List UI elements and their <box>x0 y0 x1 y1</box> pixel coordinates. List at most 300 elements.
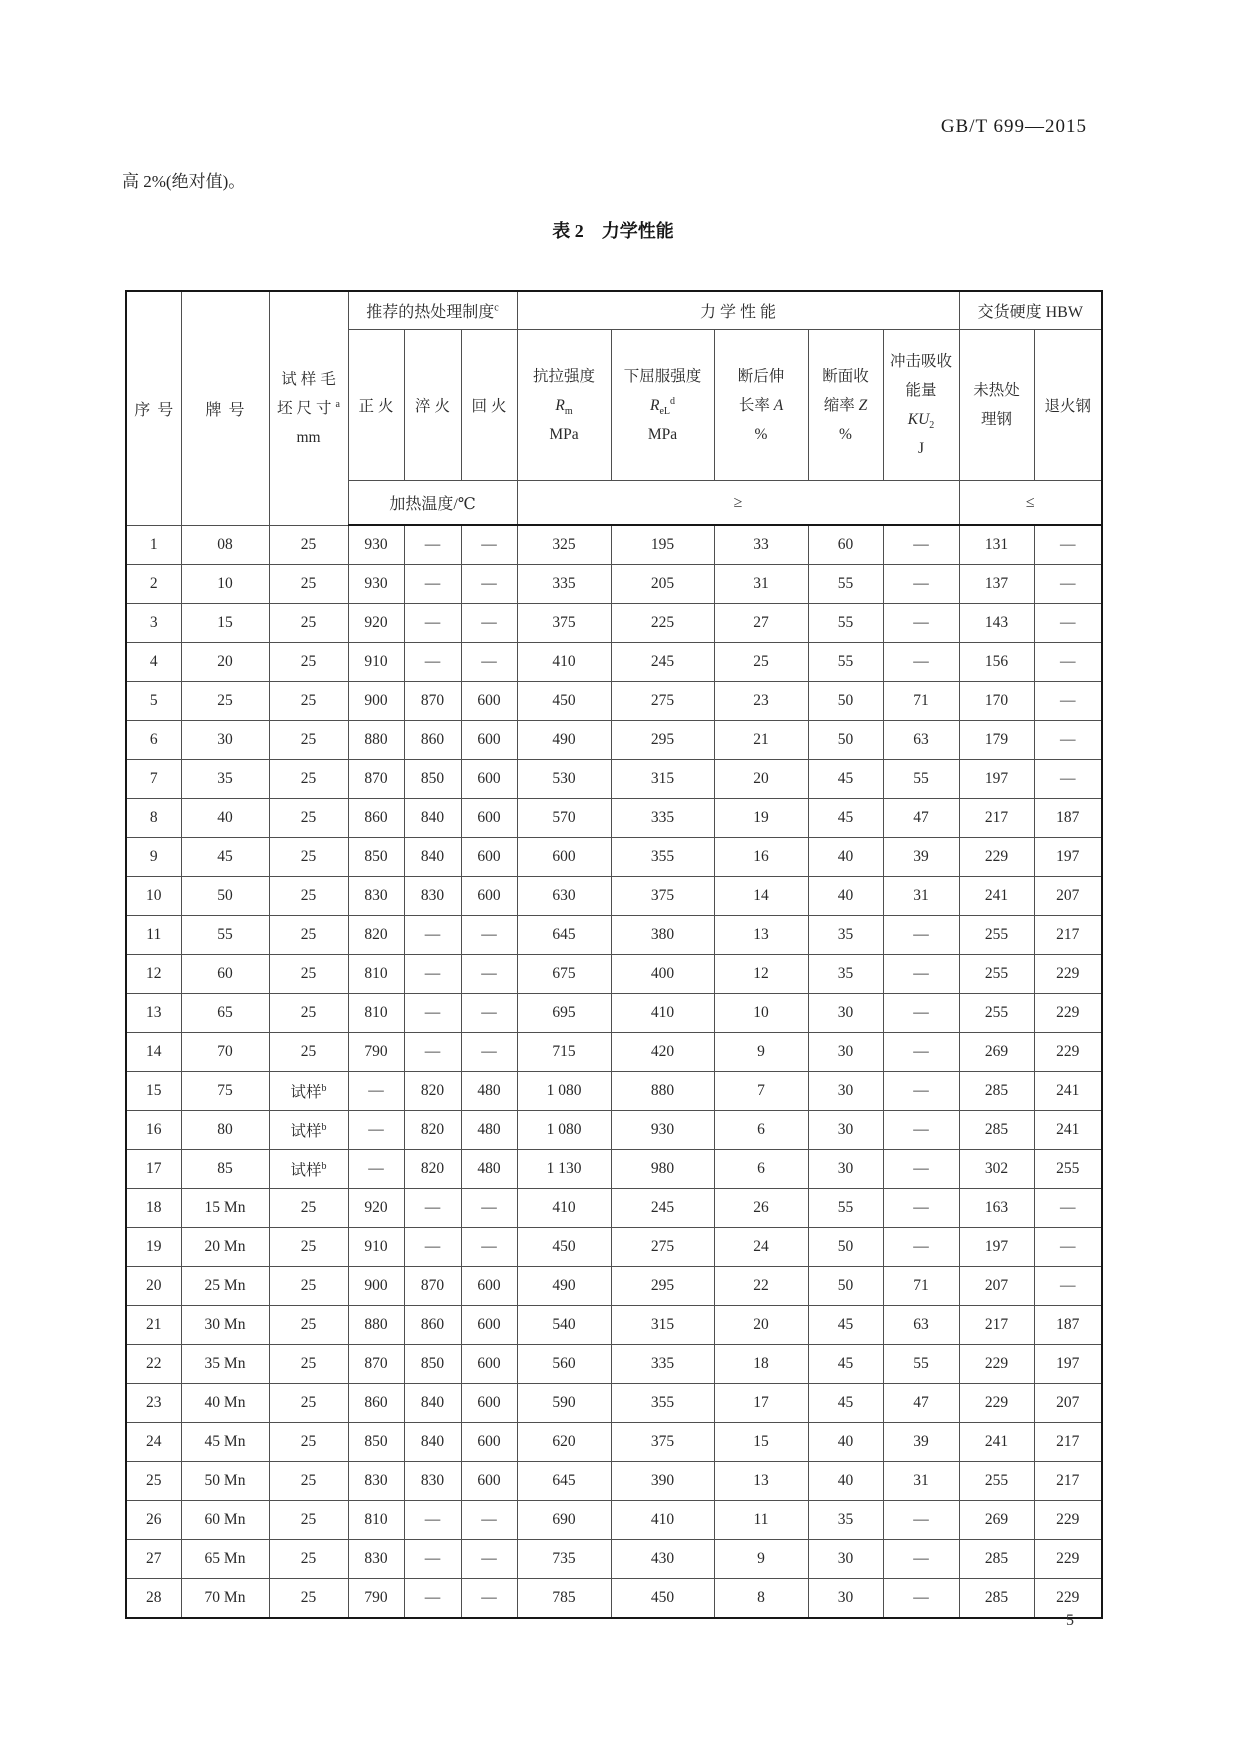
table-cell: 25 <box>126 1462 181 1501</box>
table-row <box>126 565 1102 604</box>
table-row <box>126 916 1102 955</box>
table-row <box>126 1150 1102 1189</box>
table-cell: 30 <box>808 1540 883 1579</box>
table-cell: 65 <box>181 994 269 1033</box>
col-header-normalizing: 正火 <box>348 330 404 481</box>
table-cell: 910 <box>348 1228 404 1267</box>
table-cell: 335 <box>611 1345 714 1384</box>
table-cell: 15 <box>126 1072 181 1111</box>
table-cell: 6 <box>126 721 181 760</box>
table-cell: 22 <box>714 1267 808 1306</box>
table-cell: — <box>1034 1228 1102 1267</box>
table-cell: 830 <box>348 877 404 916</box>
table-cell: 40 <box>181 799 269 838</box>
table-cell: 60 <box>181 955 269 994</box>
table-cell: 55 <box>883 1345 959 1384</box>
table-row <box>126 838 1102 877</box>
table-cell: 195 <box>611 525 714 565</box>
table-cell: 860 <box>404 1306 461 1345</box>
table-cell: 16 <box>714 838 808 877</box>
table-cell: 14 <box>714 877 808 916</box>
table-cell: 830 <box>404 1462 461 1501</box>
table-cell: 25 <box>269 1306 348 1345</box>
table-cell: 8 <box>714 1579 808 1619</box>
table-cell: 269 <box>959 1501 1034 1540</box>
intro-text: 高 2%(绝对值)。 <box>122 172 246 191</box>
table-cell: 25 <box>269 1462 348 1501</box>
table-cell: 820 <box>404 1072 461 1111</box>
table-cell: 820 <box>348 916 404 955</box>
table-cell: — <box>404 525 461 565</box>
table-cell: 40 <box>808 1423 883 1462</box>
table-row <box>126 525 1102 565</box>
table-cell: 241 <box>959 877 1034 916</box>
table-cell: 25 <box>269 1540 348 1579</box>
table-cell: 375 <box>611 877 714 916</box>
table-cell: 255 <box>959 1462 1034 1501</box>
footnote-c: c <box>494 302 499 314</box>
table-cell: 229 <box>1034 955 1102 994</box>
table-cell: 255 <box>959 994 1034 1033</box>
table-cell: 355 <box>611 838 714 877</box>
table-cell: — <box>348 1150 404 1189</box>
table-cell: 285 <box>959 1579 1034 1619</box>
table-cell: 315 <box>611 1306 714 1345</box>
table-cell: 13 <box>714 916 808 955</box>
table-cell: 255 <box>959 955 1034 994</box>
table-cell: 197 <box>959 1228 1034 1267</box>
page-number: 5 <box>1066 1612 1074 1629</box>
table-cell: 217 <box>1034 1423 1102 1462</box>
table-cell: 187 <box>1034 1306 1102 1345</box>
table-row <box>126 1306 1102 1345</box>
table-cell: 163 <box>959 1189 1034 1228</box>
table-cell: 600 <box>461 877 517 916</box>
table-cell: 850 <box>348 1423 404 1462</box>
table-cell: 820 <box>404 1111 461 1150</box>
table-cell: 830 <box>348 1540 404 1579</box>
table-cell: 480 <box>461 1150 517 1189</box>
table-cell: 530 <box>517 760 611 799</box>
table-cell: 10 <box>126 877 181 916</box>
col-header-tensile-strength: 抗拉强度 $R_m$ MPa <box>517 330 611 481</box>
table-cell: 156 <box>959 643 1034 682</box>
table-cell: 10 <box>714 994 808 1033</box>
table-cell: — <box>883 525 959 565</box>
col-header-size: 试样毛 坯尺寸$^a$ mm <box>269 291 348 525</box>
table-cell: 241 <box>959 1423 1034 1462</box>
table-cell: — <box>883 1579 959 1619</box>
table-cell: — <box>1034 565 1102 604</box>
table-cell: 420 <box>611 1033 714 1072</box>
table-cell: 试样$^b$ <box>269 1111 348 1150</box>
table-cell: 25 <box>269 1384 348 1423</box>
table-row <box>126 760 1102 799</box>
table-cell: 1 080 <box>517 1072 611 1111</box>
table-cell: 27 <box>126 1540 181 1579</box>
subheader-greater-equal: ≥ <box>517 481 959 526</box>
table-cell: 241 <box>1034 1072 1102 1111</box>
table-cell: 55 <box>808 643 883 682</box>
table-cell: — <box>883 565 959 604</box>
table-cell: 20 <box>126 1267 181 1306</box>
table-cell: 6 <box>714 1150 808 1189</box>
table-row <box>126 1267 1102 1306</box>
table-cell: 410 <box>517 643 611 682</box>
table-cell: 25 <box>269 1228 348 1267</box>
table-cell: 63 <box>883 721 959 760</box>
table-cell: 450 <box>517 682 611 721</box>
table-cell: 55 <box>808 565 883 604</box>
table-cell: 11 <box>126 916 181 955</box>
table-row <box>126 1228 1102 1267</box>
table-cell: 45 <box>181 838 269 877</box>
table-cell: 16 <box>126 1111 181 1150</box>
table-cell: 285 <box>959 1540 1034 1579</box>
table-row <box>126 955 1102 994</box>
table-cell: 6 <box>714 1111 808 1150</box>
table-cell: 229 <box>959 838 1034 877</box>
footnote-b: b <box>321 1121 327 1133</box>
table-cell: — <box>461 994 517 1033</box>
table-cell: 375 <box>517 604 611 643</box>
table-cell: 217 <box>959 799 1034 838</box>
table-cell: 23 <box>126 1384 181 1423</box>
table-cell: 880 <box>348 721 404 760</box>
table-cell: 735 <box>517 1540 611 1579</box>
table-cell: 40 Mn <box>181 1384 269 1423</box>
table-cell: 187 <box>1034 799 1102 838</box>
table-cell: 335 <box>517 565 611 604</box>
table-cell: 35 <box>181 760 269 799</box>
table-cell: 930 <box>348 565 404 604</box>
table-cell: — <box>883 1111 959 1150</box>
table-cell: 26 <box>714 1189 808 1228</box>
table-cell: 40 <box>808 1462 883 1501</box>
table-cell: 15 <box>181 604 269 643</box>
table-cell: 690 <box>517 1501 611 1540</box>
table-cell: 830 <box>348 1462 404 1501</box>
table-cell: — <box>883 1072 959 1111</box>
table-cell: 35 <box>808 916 883 955</box>
table-cell: 810 <box>348 955 404 994</box>
table-cell: 40 <box>808 877 883 916</box>
table-cell: 35 <box>808 955 883 994</box>
footnote-b: b <box>321 1160 327 1172</box>
table-cell: 870 <box>404 682 461 721</box>
table-row <box>126 1501 1102 1540</box>
table-cell: 980 <box>611 1150 714 1189</box>
col-header-seq: 序号 <box>126 291 181 525</box>
table-row <box>126 1540 1102 1579</box>
table-cell: 245 <box>611 1189 714 1228</box>
table-cell: — <box>461 955 517 994</box>
table-cell: 870 <box>348 760 404 799</box>
table-cell: 25 <box>714 643 808 682</box>
table-cell: 55 <box>883 760 959 799</box>
table-cell: 285 <box>959 1111 1034 1150</box>
table-cell: 50 <box>181 877 269 916</box>
table-cell: 试样$^b$ <box>269 1072 348 1111</box>
table-cell: 860 <box>348 1384 404 1423</box>
table-cell: 35 <box>808 1501 883 1540</box>
table-row <box>126 799 1102 838</box>
table-cell: — <box>1034 1267 1102 1306</box>
table-cell: 24 <box>126 1423 181 1462</box>
table-cell: 25 <box>269 1267 348 1306</box>
table-cell: — <box>461 1228 517 1267</box>
table-cell: 229 <box>1034 1501 1102 1540</box>
table-cell: 840 <box>404 1423 461 1462</box>
table-cell: 850 <box>348 838 404 877</box>
table-cell: 21 <box>126 1306 181 1345</box>
table-cell: 600 <box>461 1306 517 1345</box>
table-cell: 45 <box>808 1345 883 1384</box>
table-row <box>126 1579 1102 1619</box>
table-cell: 590 <box>517 1384 611 1423</box>
table-cell: 17 <box>714 1384 808 1423</box>
table-cell: 600 <box>517 838 611 877</box>
table-cell: — <box>461 1579 517 1619</box>
table-cell: 860 <box>404 721 461 760</box>
table-cell: 9 <box>714 1540 808 1579</box>
table-cell: 600 <box>461 1345 517 1384</box>
col-header-grade: 牌号 <box>181 291 269 525</box>
table-cell: 15 Mn <box>181 1189 269 1228</box>
table-cell: 335 <box>611 799 714 838</box>
table-cell: 480 <box>461 1072 517 1111</box>
table-cell: 830 <box>404 877 461 916</box>
table-cell: 12 <box>714 955 808 994</box>
table-cell: — <box>883 1033 959 1072</box>
table-cell: 920 <box>348 604 404 643</box>
table-cell: — <box>883 1540 959 1579</box>
table-cell: 9 <box>714 1033 808 1072</box>
table-cell: 60 <box>808 525 883 565</box>
table-cell: 25 <box>269 604 348 643</box>
table-cell: 25 <box>269 1579 348 1619</box>
table-cell: 137 <box>959 565 1034 604</box>
table-cell: 170 <box>959 682 1034 721</box>
table-cell: 3 <box>126 604 181 643</box>
table-cell: 2 <box>126 565 181 604</box>
table-cell: 50 <box>808 721 883 760</box>
table-cell: 45 <box>808 799 883 838</box>
table-cell: 490 <box>517 721 611 760</box>
table-cell: 19 <box>714 799 808 838</box>
table-cell: 840 <box>404 1384 461 1423</box>
table-cell: — <box>404 565 461 604</box>
table-row <box>126 1462 1102 1501</box>
table-cell: 600 <box>461 1267 517 1306</box>
table-cell: 25 <box>269 916 348 955</box>
table-cell: — <box>1034 760 1102 799</box>
table-cell: 60 Mn <box>181 1501 269 1540</box>
table-cell: 630 <box>517 877 611 916</box>
col-header-reduction-of-area: 断面收 缩率 Z % <box>808 330 883 481</box>
table-cell: 45 Mn <box>181 1423 269 1462</box>
table-cell: 25 Mn <box>181 1267 269 1306</box>
table-cell: — <box>461 1189 517 1228</box>
table-cell: 25 <box>269 838 348 877</box>
table-cell: — <box>883 916 959 955</box>
table-cell: — <box>404 604 461 643</box>
table-cell: 26 <box>126 1501 181 1540</box>
table-cell: 31 <box>883 1462 959 1501</box>
table-cell: 400 <box>611 955 714 994</box>
table-cell: 229 <box>959 1345 1034 1384</box>
table-cell: 715 <box>517 1033 611 1072</box>
table-cell: 19 <box>126 1228 181 1267</box>
table-cell: 25 <box>269 760 348 799</box>
group-header-hardness: 交货硬度 HBW <box>959 291 1102 330</box>
group-header-heat-treatment: 推荐的热处理制度$^c$ <box>348 291 517 330</box>
table-cell: 39 <box>883 838 959 877</box>
table-cell: 375 <box>611 1423 714 1462</box>
table-cell: 20 <box>714 760 808 799</box>
table-cell: 55 <box>808 1189 883 1228</box>
table-cell: 229 <box>1034 1579 1102 1619</box>
table-cell: 930 <box>611 1111 714 1150</box>
table-row <box>126 643 1102 682</box>
table-cell: 207 <box>1034 877 1102 916</box>
table-cell: 13 <box>714 1462 808 1501</box>
table-cell: 430 <box>611 1540 714 1579</box>
table-cell: — <box>883 955 959 994</box>
table-cell: 275 <box>611 682 714 721</box>
table-cell: 20 <box>714 1306 808 1345</box>
table-cell: 600 <box>461 838 517 877</box>
table-row <box>126 721 1102 760</box>
table-cell: — <box>1034 525 1102 565</box>
table-cell: 600 <box>461 682 517 721</box>
table-cell: 25 <box>269 682 348 721</box>
table-cell: 880 <box>611 1072 714 1111</box>
table-cell: 302 <box>959 1150 1034 1189</box>
table-cell: 820 <box>404 1150 461 1189</box>
table-cell: 7 <box>714 1072 808 1111</box>
table-cell: 47 <box>883 799 959 838</box>
table-cell: 23 <box>714 682 808 721</box>
table-cell: 47 <box>883 1384 959 1423</box>
table-cell: 45 <box>808 1306 883 1345</box>
table-cell: 645 <box>517 1462 611 1501</box>
table-cell: — <box>348 1072 404 1111</box>
table-cell: 20 Mn <box>181 1228 269 1267</box>
table-cell: 25 <box>181 682 269 721</box>
table-cell: 50 <box>808 1267 883 1306</box>
table-cell: 33 <box>714 525 808 565</box>
table-cell: 850 <box>404 760 461 799</box>
table-cell: 21 <box>714 721 808 760</box>
table-cell: 480 <box>461 1111 517 1150</box>
table-cell: 63 <box>883 1306 959 1345</box>
table-cell: 65 Mn <box>181 1540 269 1579</box>
table-cell: 205 <box>611 565 714 604</box>
table-cell: — <box>883 1189 959 1228</box>
table-cell: 197 <box>959 760 1034 799</box>
table-row <box>126 1345 1102 1384</box>
table-cell: 785 <box>517 1579 611 1619</box>
table-cell: 9 <box>126 838 181 877</box>
table-cell: 645 <box>517 916 611 955</box>
table-cell: — <box>883 1150 959 1189</box>
table-cell: 380 <box>611 916 714 955</box>
col-header-annealed-steel: 退火钢 <box>1034 330 1102 481</box>
table-cell: 55 <box>808 604 883 643</box>
table-cell: 25 <box>269 877 348 916</box>
table-cell: 207 <box>959 1267 1034 1306</box>
table-cell: 71 <box>883 682 959 721</box>
table-cell: 900 <box>348 1267 404 1306</box>
table-row <box>126 1111 1102 1150</box>
table-cell: 25 <box>269 799 348 838</box>
table-cell: 600 <box>461 721 517 760</box>
table-cell: 275 <box>611 1228 714 1267</box>
mechanical-properties-table <box>125 290 1103 1619</box>
table-cell: — <box>1034 682 1102 721</box>
table-cell: 217 <box>959 1306 1034 1345</box>
table-cell: 13 <box>126 994 181 1033</box>
table-cell: 11 <box>714 1501 808 1540</box>
table-cell: 295 <box>611 1267 714 1306</box>
table-cell: 25 <box>269 994 348 1033</box>
table-cell: 25 <box>269 1345 348 1384</box>
table-cell: — <box>404 1189 461 1228</box>
table-cell: 207 <box>1034 1384 1102 1423</box>
table-cell: 试样$^b$ <box>269 1150 348 1189</box>
table-cell: — <box>1034 604 1102 643</box>
table-cell: — <box>348 1111 404 1150</box>
table-cell: 30 <box>181 721 269 760</box>
standard-number: GB/T 699—2015 <box>940 116 1087 137</box>
table-cell: 790 <box>348 1579 404 1619</box>
table-cell: 410 <box>611 1501 714 1540</box>
table-row <box>126 682 1102 721</box>
table-cell: 600 <box>461 760 517 799</box>
table-row <box>126 1384 1102 1423</box>
table-caption: 表 2 力学性能 <box>552 221 674 241</box>
table-cell: 490 <box>517 1267 611 1306</box>
table-cell: 675 <box>517 955 611 994</box>
table-cell: 30 <box>808 1579 883 1619</box>
table-cell: 245 <box>611 643 714 682</box>
table-cell: 20 <box>181 643 269 682</box>
table-cell: — <box>1034 643 1102 682</box>
table-cell: 4 <box>126 643 181 682</box>
table-cell: 315 <box>611 760 714 799</box>
table-cell: 25 <box>269 1189 348 1228</box>
table-cell: 840 <box>404 799 461 838</box>
table-cell: 229 <box>1034 1033 1102 1072</box>
table-cell: — <box>461 565 517 604</box>
table-cell: 840 <box>404 838 461 877</box>
table-row <box>126 1189 1102 1228</box>
table-cell: 810 <box>348 994 404 1033</box>
table-cell: 30 <box>808 1111 883 1150</box>
table-cell: 25 <box>269 1501 348 1540</box>
table-cell: 45 <box>808 1384 883 1423</box>
table-cell: — <box>461 916 517 955</box>
table-cell: 39 <box>883 1423 959 1462</box>
table-cell: 600 <box>461 1384 517 1423</box>
table-cell: — <box>461 604 517 643</box>
table-cell: 269 <box>959 1033 1034 1072</box>
table-cell: 30 <box>808 1150 883 1189</box>
table-cell: — <box>883 604 959 643</box>
table-cell: 35 Mn <box>181 1345 269 1384</box>
table-cell: — <box>883 1501 959 1540</box>
